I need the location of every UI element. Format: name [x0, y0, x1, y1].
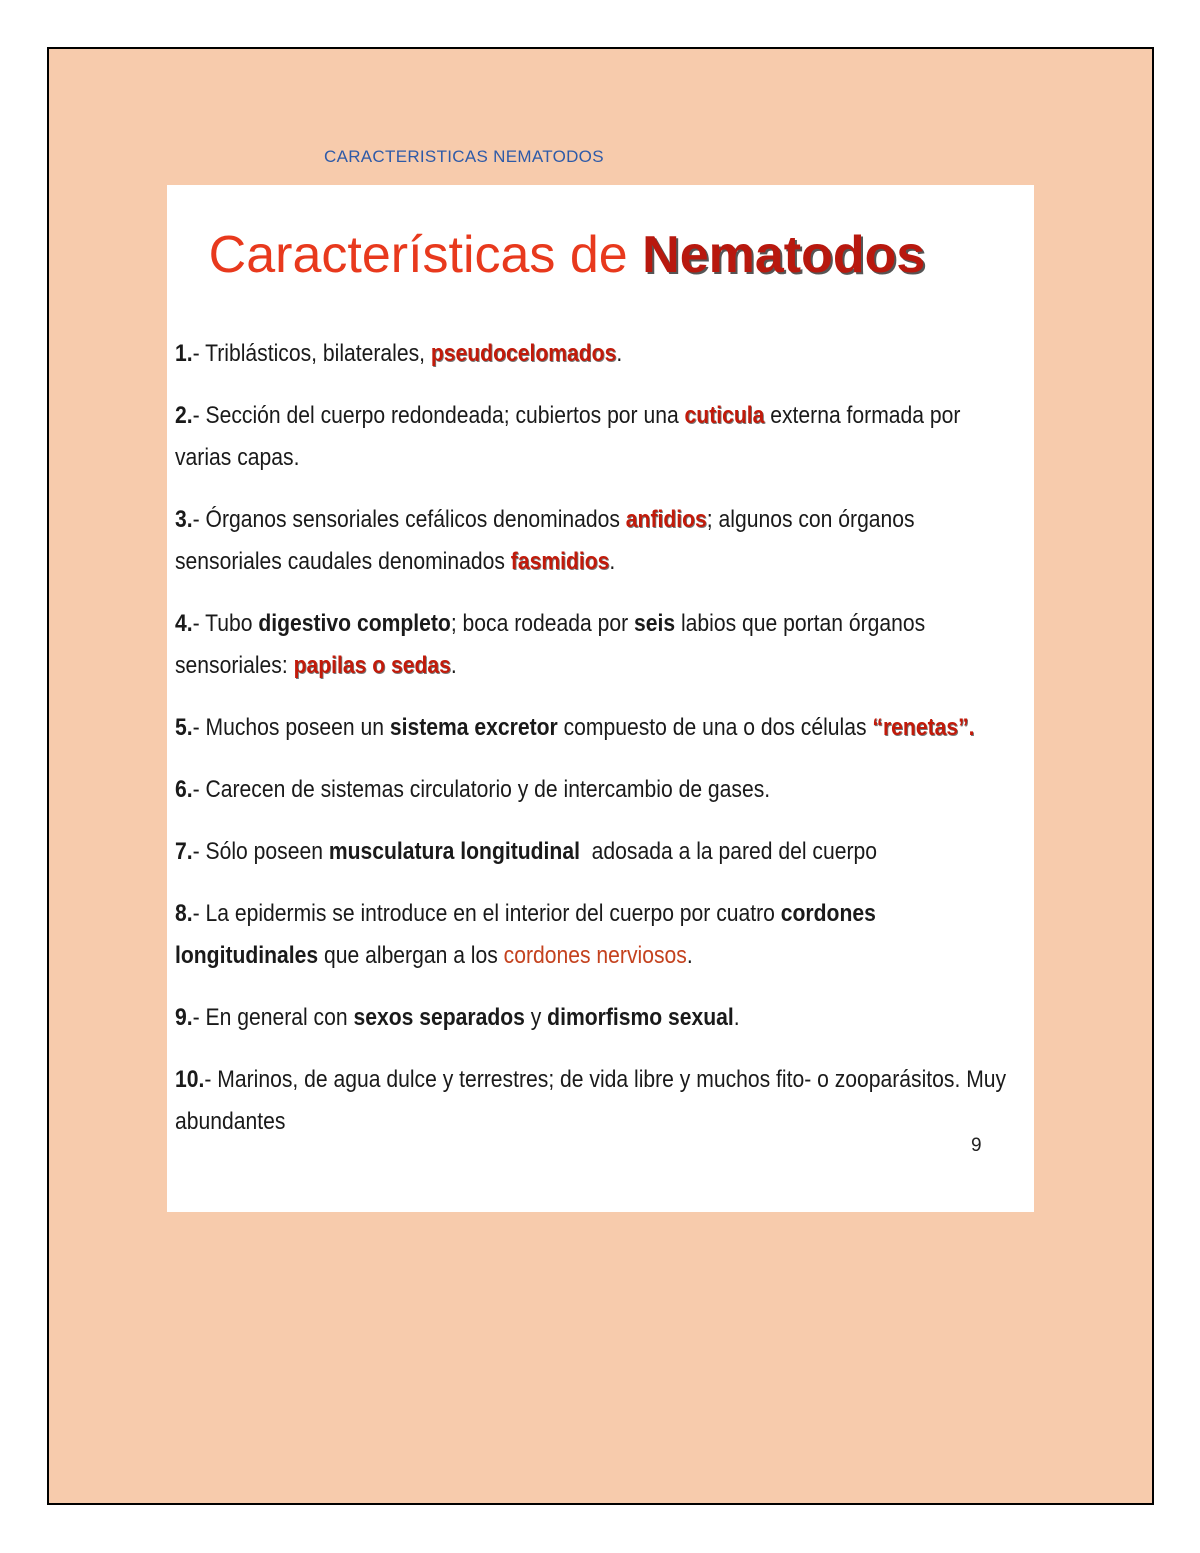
list-item-10: [175, 1059, 1020, 1143]
item-text: compuesto de una o dos células: [557, 714, 873, 741]
list-item-3: [175, 499, 1020, 583]
item-text: y: [524, 1004, 548, 1031]
item-text: - Sólo poseen: [192, 838, 329, 865]
item-text: - Tubo: [192, 610, 259, 637]
item-text: adosada a la pared del cuerpo: [579, 838, 878, 865]
item-number: 4.: [175, 610, 193, 637]
item-text: .: [616, 340, 623, 367]
item-number: 2.: [175, 402, 193, 429]
item-number: 6.: [175, 776, 193, 803]
item-number: 3.: [175, 506, 193, 533]
item-text: ; algunos con órganos sensoriales caudales denominados: [175, 506, 915, 575]
item-text: - Marinos, de agua dulce y terrestres; de vida libre y muchos fito- o zooparásitos. Muy abundantes: [175, 1066, 1007, 1135]
item-text: - La epidermis se introduce en el interior del cuerpo por cuatro: [192, 900, 781, 927]
item-bold: sistema excretor: [389, 714, 558, 741]
item-bold: musculatura longitudinal: [328, 838, 580, 865]
item-text: - Órganos sensoriales cefálicos denominados: [192, 506, 626, 533]
slide-page-number: 9: [971, 1135, 982, 1156]
list-item-2: [175, 395, 1020, 479]
item-text: - Triblásticos, bilaterales,: [192, 340, 431, 367]
item-colored-text: cordones nerviosos: [503, 942, 687, 969]
characteristics-list: [175, 333, 1025, 1163]
slide-title-bold: Nematodos: [642, 226, 926, 284]
item-text: externa formada por varias capas.: [175, 402, 961, 471]
item-text: labios que portan órganos sensoriales:: [175, 610, 926, 679]
item-bold: seis: [634, 610, 676, 637]
item-highlight: fasmidios: [510, 548, 610, 575]
list-item-5: [175, 707, 1020, 749]
item-number: 7.: [175, 838, 193, 865]
list-item-1: [175, 333, 1020, 375]
list-item-7: [175, 831, 1020, 873]
item-bold: cordones longitudinales: [175, 900, 876, 969]
item-number: 5.: [175, 714, 193, 741]
item-text: .: [609, 548, 616, 575]
list-item-8: [175, 893, 1020, 977]
document-heading: CARACTERISTICAS NEMATODOS: [324, 147, 604, 166]
item-text: ; boca rodeada por: [450, 610, 635, 637]
list-item-6: [175, 769, 1020, 811]
item-number: 9.: [175, 1004, 193, 1031]
slide-title-regular: Características de: [208, 226, 643, 284]
item-text: .: [450, 652, 457, 679]
item-text: .: [733, 1004, 740, 1031]
item-highlight: papilas o sedas: [293, 652, 451, 679]
slide-image: [167, 185, 1034, 1212]
item-bold: dimorfismo sexual: [547, 1004, 734, 1031]
item-text: - En general con: [192, 1004, 354, 1031]
item-number: 1.: [175, 340, 193, 367]
list-item-4: [175, 603, 1020, 687]
item-text: - Muchos poseen un: [192, 714, 390, 741]
item-text: que albergan a los: [318, 942, 504, 969]
slide-title: [167, 223, 967, 287]
list-item-9: [175, 997, 1020, 1039]
item-highlight: “renetas”.: [872, 714, 975, 741]
item-highlight: anfidios: [625, 506, 707, 533]
item-text: - Carecen de sistemas circulatorio y de intercambio de gases.: [192, 776, 771, 803]
document-page: [47, 47, 1154, 1505]
item-bold: digestivo completo: [258, 610, 451, 637]
item-highlight: cuticula: [684, 402, 765, 429]
item-bold: sexos separados: [353, 1004, 525, 1031]
item-highlight: pseudocelomados: [430, 340, 617, 367]
item-text: .: [686, 942, 693, 969]
item-text: - Sección del cuerpo redondeada; cubiertos por una: [192, 402, 685, 429]
item-number: 8.: [175, 900, 193, 927]
item-number: 10.: [175, 1066, 205, 1093]
